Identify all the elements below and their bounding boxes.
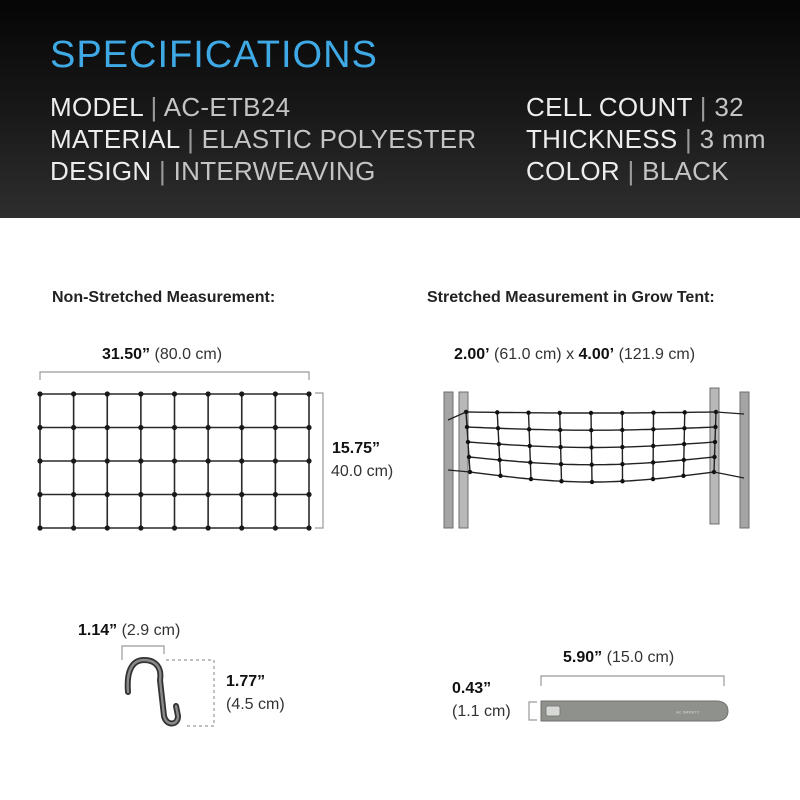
stretched-net-knot xyxy=(712,455,716,459)
net-knot xyxy=(37,425,42,430)
page-title: SPECIFICATIONS xyxy=(50,34,378,76)
net-knot xyxy=(206,525,211,530)
net-knot xyxy=(273,525,278,530)
net-knot xyxy=(206,425,211,430)
stretched-net-knot xyxy=(497,458,501,462)
net-knot xyxy=(71,525,76,530)
grow-tent-scene xyxy=(444,388,749,528)
stretched-net-knot xyxy=(620,479,624,483)
stretched-net-knot xyxy=(651,411,655,415)
stretched-net-knot xyxy=(497,442,501,446)
net-knot xyxy=(138,458,143,463)
tent-pole-left-outer xyxy=(444,392,453,528)
stretched-net-knot xyxy=(498,474,502,478)
spec-value: BLACK xyxy=(642,156,729,186)
net-knot xyxy=(306,425,311,430)
net-knot xyxy=(172,425,177,430)
non-stretched-title: Non-Stretched Measurement: xyxy=(52,289,276,306)
stretched-net-knot xyxy=(528,460,532,464)
stretched-width-cm: (61.0 cm) xyxy=(494,346,562,363)
strap-buckle-slot xyxy=(546,706,560,716)
net-knot xyxy=(273,425,278,430)
stretched-net-knot xyxy=(558,411,562,415)
hook-height-bracket xyxy=(166,660,214,726)
stretched-net-knot xyxy=(559,479,563,483)
stretched-net-knot xyxy=(528,444,532,448)
net-knot xyxy=(105,391,110,396)
net-width-bracket xyxy=(40,372,309,380)
spec-label: THICKNESS xyxy=(526,124,678,154)
hook-height-cm-label: (4.5 cm) xyxy=(226,696,285,713)
net-knot xyxy=(37,525,42,530)
stretched-net-knot xyxy=(651,477,655,481)
spec-label: DESIGN xyxy=(50,156,152,186)
net-width-cm: (80.0 cm) xyxy=(154,346,223,363)
stretched-net-knot xyxy=(620,428,624,432)
strap-body xyxy=(541,701,728,721)
spec-separator: | xyxy=(150,92,158,122)
net-knot xyxy=(138,525,143,530)
net-knot xyxy=(306,492,311,497)
stretched-net-knot xyxy=(682,442,686,446)
strap-brand-text: AC INFINITY xyxy=(676,709,700,715)
strap-length-cm: (15.0 cm) xyxy=(606,649,675,666)
hook-width-inches: 1.14” xyxy=(78,622,118,639)
net-knot xyxy=(105,492,110,497)
stretched-net-knot xyxy=(620,462,624,466)
stretched-net-knot xyxy=(529,477,533,481)
stretched-times: x xyxy=(566,346,575,363)
net-knot xyxy=(239,391,244,396)
net-knot xyxy=(71,391,76,396)
strap-width-bracket xyxy=(529,702,537,720)
stretched-net-knot xyxy=(558,428,562,432)
stretched-net-knot xyxy=(681,474,685,478)
stretched-width-feet: 2.00’ xyxy=(454,346,490,363)
net-knot xyxy=(105,525,110,530)
net-knot xyxy=(206,458,211,463)
net-knot xyxy=(71,425,76,430)
stretched-net-knot xyxy=(559,462,563,466)
stretched-net-knot xyxy=(682,426,686,430)
spec-separator: | xyxy=(187,124,195,154)
net-height-bracket xyxy=(315,393,323,528)
spec-value: INTERWEAVING xyxy=(173,156,376,186)
stretched-title: Stretched Measurement in Grow Tent: xyxy=(427,289,715,306)
spec-separator: | xyxy=(685,124,693,154)
stretched-net-knot xyxy=(589,428,593,432)
net-knot xyxy=(239,458,244,463)
net-knot xyxy=(105,458,110,463)
net-knot xyxy=(172,391,177,396)
net-knot xyxy=(206,391,211,396)
stretched-net-knot xyxy=(589,445,593,449)
net-height-cm-label: 40.0 cm) xyxy=(331,463,394,480)
stretched-net-knot xyxy=(589,411,593,415)
stretched-net-knot xyxy=(651,427,655,431)
net-knot xyxy=(138,391,143,396)
net-knot xyxy=(239,492,244,497)
spec-separator: | xyxy=(699,92,707,122)
spec-value: 32 xyxy=(714,92,744,122)
spec-value: AC-ETB24 xyxy=(163,92,291,122)
stretched-net-knot xyxy=(713,425,717,429)
net-knot xyxy=(172,492,177,497)
net-knot xyxy=(306,525,311,530)
stretched-net-knot xyxy=(467,455,471,459)
net-knot xyxy=(37,492,42,497)
trellis-net-stretched xyxy=(448,410,744,484)
trellis-net-flat xyxy=(37,391,311,530)
net-knot xyxy=(138,425,143,430)
stretched-net-knot xyxy=(651,444,655,448)
s-hook xyxy=(122,646,214,726)
net-knot xyxy=(37,391,42,396)
stretched-length-feet: 4.00’ xyxy=(578,346,615,363)
strap-width-inches: 0.43” xyxy=(452,680,492,697)
net-knot xyxy=(206,492,211,497)
stretched-net-knot xyxy=(526,411,530,415)
net-knot xyxy=(37,458,42,463)
stretched-net-knot xyxy=(683,410,687,414)
stretched-net-knot xyxy=(495,410,499,414)
hook-highlight xyxy=(128,660,178,724)
spec-label: MODEL xyxy=(50,92,143,122)
net-knot xyxy=(306,391,311,396)
net-knot xyxy=(71,492,76,497)
net-width-inches: 31.50” xyxy=(102,346,151,363)
stretched-net-knot xyxy=(682,458,686,462)
spec-label: MATERIAL xyxy=(50,124,180,154)
spec-separator: | xyxy=(159,156,167,186)
hook-width-cm: (2.9 cm) xyxy=(121,622,181,639)
net-knot xyxy=(306,458,311,463)
stretched-net-knot xyxy=(465,425,469,429)
strap-width-cm-label: (1.1 cm) xyxy=(452,703,511,720)
net-knot xyxy=(105,425,110,430)
stretched-net-knot xyxy=(590,463,594,467)
net-knot xyxy=(172,458,177,463)
hook-height-inches: 1.77” xyxy=(226,673,266,690)
tent-pole-right-outer xyxy=(740,392,749,528)
velcro-strap xyxy=(529,676,728,721)
stretched-net-knot xyxy=(651,460,655,464)
hook-shape xyxy=(128,660,178,724)
net-knot xyxy=(273,391,278,396)
net-knot xyxy=(71,458,76,463)
stretched-net-knot xyxy=(558,445,562,449)
stretched-net-knot xyxy=(496,426,500,430)
stretched-length-cm: (121.9 cm) xyxy=(618,346,696,363)
stretched-net-knot xyxy=(590,480,594,484)
net-knot xyxy=(138,492,143,497)
spec-separator: | xyxy=(627,156,635,186)
net-knot xyxy=(172,525,177,530)
stretched-net-knot xyxy=(620,411,624,415)
strap-length-bracket xyxy=(541,676,724,686)
strap-length-inches: 5.90” xyxy=(563,649,603,666)
spec-label: CELL COUNT xyxy=(526,92,693,122)
net-knot xyxy=(239,525,244,530)
net-knot xyxy=(273,458,278,463)
stretched-net-knot xyxy=(620,445,624,449)
spec-label: COLOR xyxy=(526,156,620,186)
net-knot xyxy=(239,425,244,430)
stretched-net-knot xyxy=(713,440,717,444)
net-knot xyxy=(273,492,278,497)
stretched-net-knot xyxy=(527,427,531,431)
spec-value: ELASTIC POLYESTER xyxy=(201,124,477,154)
spec-value: 3 mm xyxy=(699,124,766,154)
net-height-inches: 15.75” xyxy=(332,440,381,457)
stretched-net-knot xyxy=(466,440,470,444)
